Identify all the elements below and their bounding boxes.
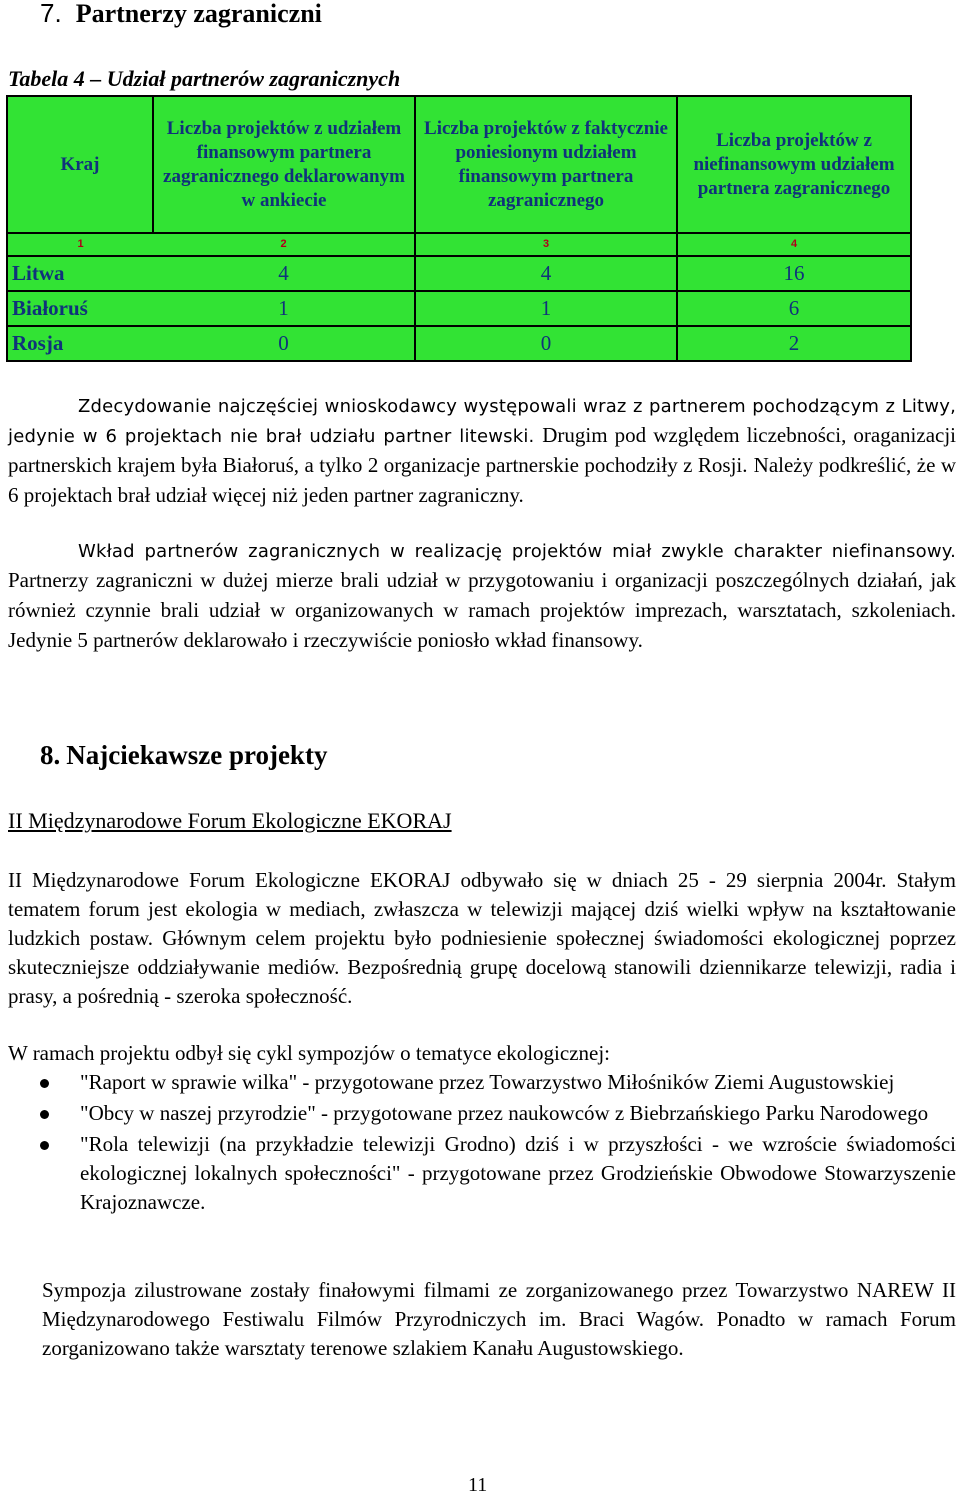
cell-actual: 0 xyxy=(415,326,677,361)
row-country: Rosja xyxy=(7,326,153,361)
cell-non-financial: 6 xyxy=(677,291,911,326)
bullet-icon xyxy=(40,1110,49,1119)
header-kraj: Kraj xyxy=(7,96,153,233)
sentence: Partnerzy zagraniczni w dużej mierze brali udział w przygotowaniu i organizacji poszczególnych działań, jak również czynnie brali udział w organizowanych w ramach projektów imprezach, warsztatach, szkoleniach. Jedynie 5 partnerów deklarowało i rzeczywiście poniosło wkład finansowy. xyxy=(8,568,956,652)
bullet-icon xyxy=(40,1079,49,1088)
page-number: 11 xyxy=(468,1474,488,1496)
project-title: II Międzynarodowe Forum Ekologiczne EKORAJ xyxy=(8,808,452,833)
list-item xyxy=(80,1068,956,1097)
table-4 xyxy=(6,95,912,362)
table-row xyxy=(7,326,911,361)
section-7-heading xyxy=(40,0,322,29)
column-number: 4 xyxy=(677,233,911,256)
table-4-caption: Tabela 4 – Udział partnerów zagranicznych xyxy=(8,66,401,91)
paragraph-partners-lithuania xyxy=(8,392,956,511)
column-number: 3 xyxy=(415,233,677,256)
header-actual-financial: Liczba projektów z faktycznie poniesionym udziałem finansowym partnera zagranicznego xyxy=(415,96,677,233)
section-8-heading xyxy=(40,740,327,771)
table-column-number-row xyxy=(7,233,911,256)
table-header-row xyxy=(7,96,911,233)
paragraph-partners-contribution xyxy=(8,537,956,656)
cell-declared: 4 xyxy=(153,256,415,291)
cell-declared: 1 xyxy=(153,291,415,326)
cell-actual: 1 xyxy=(415,291,677,326)
sentence: Zdecydowanie najczęściej wnioskodawcy występowali wraz z partnerem pochodzącym z Litwy, jedynie w 6 projektach nie brał udziału partner litewski. xyxy=(8,396,956,447)
section-8-title: Najciekawsze projekty xyxy=(66,740,328,770)
section-7-number: 7. xyxy=(40,0,62,28)
section-7-title: Partnerzy zagraniczni xyxy=(75,0,322,28)
cell-declared: 0 xyxy=(153,326,415,361)
header-non-financial: Liczba projektów z niefinansowym udziałem partnera zagranicznego xyxy=(677,96,911,233)
header-declared-financial: Liczba projektów z udziałem finansowym partnera zagranicznego deklarowanym w ankiecie xyxy=(153,96,415,233)
symposia-summary: Sympozja zilustrowane zostały finałowymi filmami ze zorganizowanego przez Towarzystwo NAREW II Międzynarodowego Festiwalu Filmów Przyrodniczych im. Braci Wagów. Ponadto w ramach Forum zorganizowano także warsztaty terenowe szlakiem Kanału Augustowskiego. xyxy=(42,1278,956,1360)
row-country: Litwa xyxy=(7,256,153,291)
list-item xyxy=(80,1099,956,1128)
sentence: Wkład partnerów zagranicznych w realizację projektów miał zwykle charakter niefinansowy. xyxy=(78,541,956,562)
row-country: Białoruś xyxy=(7,291,153,326)
column-number: 1 xyxy=(7,233,153,256)
bullet-icon xyxy=(40,1141,49,1150)
column-number: 2 xyxy=(153,233,415,256)
table-row xyxy=(7,256,911,291)
symposia-list xyxy=(80,1068,956,1219)
list-item xyxy=(80,1130,956,1217)
sentence: Drugim pod względem liczebności, oraganizacji partnerskich krajem była Białoruś, a tylko 2 organizacje partnerskie pochodziły z Rosji. xyxy=(8,423,957,477)
table-row xyxy=(7,291,911,326)
project-description: II Międzynarodowe Forum Ekologiczne EKORAJ odbywało się w dniach 25 - 29 sierpnia 2004r. Stałym tematem forum jest ekologia w mediach, zwłaszcza w telewizji mającej dziś wielki wpływ na kształtowanie ludzkich postaw. Głównym celem projektu było podniesienie społecznej świadomości ekologicznej poprzez skuteczniejsze oddziaływanie mediów. Bezpośrednią grupę docelową stanowili dziennikarze telewizji, radia i prasy, a pośrednią - szeroka społeczność. xyxy=(8,868,956,1008)
cell-non-financial: 2 xyxy=(677,326,911,361)
section-8-number: 8. xyxy=(40,740,61,770)
list-item-text: "Obcy w naszej przyrodzie" - przygotowane przez naukowców z Biebrzańskiego Parku Narodowego xyxy=(80,1101,929,1125)
cell-actual: 4 xyxy=(415,256,677,291)
cell-non-financial: 16 xyxy=(677,256,911,291)
list-item-text: "Rola telewizji (na przykładzie telewizji Grodno) dziś i w przyszłości - we wzroście świadomości ekologicznej lokalnych społeczności" - przygotowane przez Grodzieńskie Obwodowe Stowarzyszenie Krajoznawcze. xyxy=(80,1132,956,1214)
sentence: Należy podkreślić, że w 6 projektach brał udział więcej niż jeden partner zagraniczny. xyxy=(8,453,957,507)
symposia-intro: W ramach projektu odbył się cykl sympozjów o tematyce ekologicznej: xyxy=(8,1041,611,1065)
list-item-text: "Raport w sprawie wilka" - przygotowane przez Towarzystwo Miłośników Ziemi Augustowskiej xyxy=(80,1070,895,1094)
